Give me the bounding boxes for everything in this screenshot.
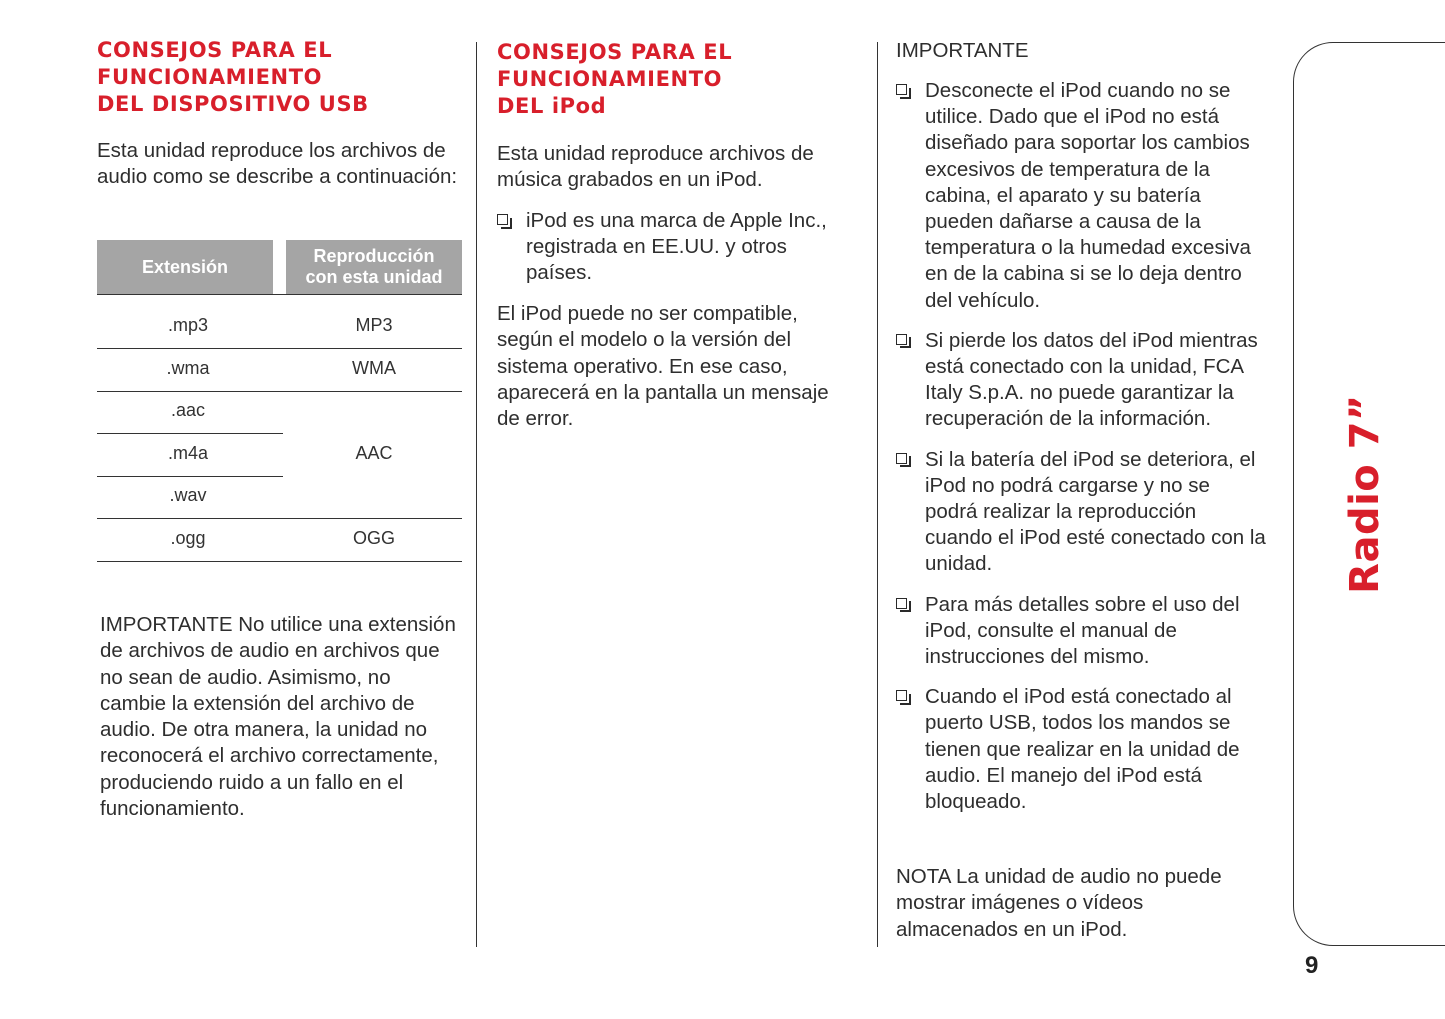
table-divider	[97, 348, 462, 349]
table-cell-format: MP3	[355, 315, 393, 335]
usb-intro-text: Esta unidad reproduce los archivos de audio como se describe a continuación:	[97, 139, 458, 189]
table-cell-format: OGG	[352, 528, 395, 548]
nota-text: NOTA La unidad de audio no puede mostrar imágenes o vídeos almacenados en un iPod.	[896, 865, 1222, 941]
list-item: Si la batería del iPod se deteriora, el iPod no podrá cargarse y no se podrá realizar la reproducción cuando el iPod esté conectado con la unidad.	[896, 447, 1266, 578]
usb-section-title: CONSEJOS PARA EL FUNCIONAMIENTO DEL DISPOSITIVO USB	[97, 38, 369, 116]
ipod-trademark-list	[497, 208, 847, 287]
list-item: iPod es una marca de Apple Inc., registrada en EE.UU. y otros países.	[497, 208, 847, 287]
list-item: Desconecte el iPod cuando no se utilice. Dado que el iPod no está diseñado para soportar los cambios excesivos de temperatura de la cabina, el aparato y su batería pueden dañarse a causa de la temperatura o la humedad excesiva en de la cabina si se lo deja dentro del vehículo.	[896, 78, 1266, 314]
ipod-compatibility-note: El iPod puede no ser compatible, según el modelo o la versión del sistema operativo. En ese caso, aparecerá en la pantalla un mensaje de error.	[497, 302, 829, 431]
list-item: Si pierde los datos del iPod mientras está conectado con la unidad, FCA Italy S.p.A. no puede garantizar la recuperación de la información.	[896, 328, 1266, 433]
column-divider	[476, 42, 477, 947]
page-number: 9	[1305, 952, 1319, 979]
ipod-section-title: CONSEJOS PARA EL FUNCIONAMIENTO DEL iPod	[497, 40, 733, 118]
checkbox-bullet-icon	[497, 214, 508, 225]
important-list	[896, 78, 1266, 815]
column-divider	[877, 42, 878, 947]
table-divider	[97, 433, 283, 434]
checkbox-bullet-icon	[896, 453, 907, 464]
checkbox-bullet-icon	[896, 690, 907, 701]
table-divider	[97, 294, 462, 295]
checkbox-bullet-icon	[896, 598, 907, 609]
ipod-intro-text: Esta unidad reproduce archivos de música grabados en un iPod.	[497, 142, 814, 192]
list-item: Cuando el iPod está conectado al puerto USB, todos los mandos se tienen que realizar en la unidad de audio. El manejo del iPod está bloqueado.	[896, 684, 1266, 815]
table-divider	[97, 561, 462, 562]
audio-format-table	[97, 240, 462, 562]
table-cell-format: WMA	[352, 358, 396, 378]
table-divider	[97, 518, 462, 519]
important-heading: IMPORTANTE	[896, 39, 1029, 62]
section-tab-label: Radio 7”	[1342, 394, 1388, 594]
checkbox-bullet-icon	[896, 84, 907, 95]
list-item: Para más detalles sobre el uso del iPod, consulte el manual de instrucciones del mismo.	[896, 592, 1266, 671]
table-cell-format: AAC	[355, 443, 393, 463]
table-header-extension: Extensión	[97, 240, 273, 294]
table-cell-extension: .mp3	[167, 315, 209, 335]
checkbox-bullet-icon	[896, 334, 907, 345]
table-header-playback: Reproducción con esta unidad	[286, 240, 462, 294]
table-cell-extension: .m4a	[167, 443, 209, 463]
table-cell-extension: .ogg	[170, 528, 206, 548]
table-divider	[97, 391, 462, 392]
table-cell-extension: .wav	[169, 485, 207, 505]
table-cell-extension: .wma	[166, 358, 210, 378]
table-cell-extension: .aac	[170, 400, 206, 420]
usb-important-note: IMPORTANTE No utilice una extensión de archivos de audio en archivos que no sean de audio. Asimismo, no cambie la extensión del archivo de audio. De otra manera, la unidad no reconocerá el archivo correctamente, produciendo ruido a un fallo en el funcionamiento.	[100, 613, 456, 821]
table-divider	[97, 476, 283, 477]
